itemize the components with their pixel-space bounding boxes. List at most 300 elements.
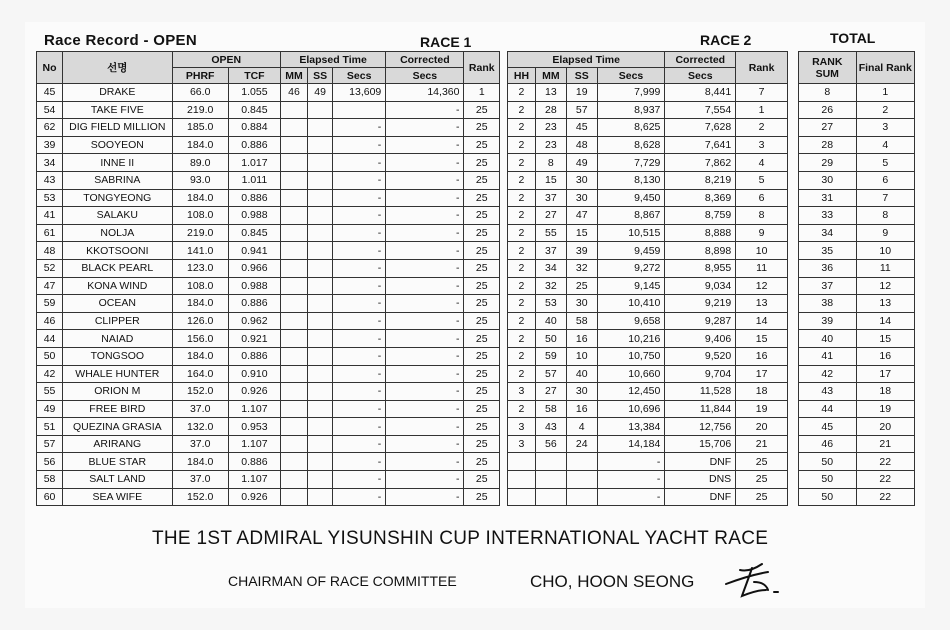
race1-mm bbox=[280, 383, 307, 401]
boat-no: 60 bbox=[37, 488, 63, 506]
race2-rank: 4 bbox=[736, 154, 788, 172]
race2-ss: 16 bbox=[566, 400, 597, 418]
race2-hh: 2 bbox=[508, 154, 536, 172]
race1-rank: 25 bbox=[464, 154, 500, 172]
race2-hh: 3 bbox=[508, 435, 536, 453]
boat-name: QUEZINA GRASIA bbox=[63, 418, 172, 436]
boat-no: 43 bbox=[37, 171, 63, 189]
race1-ss bbox=[308, 259, 333, 277]
race2-ss: 30 bbox=[566, 189, 597, 207]
race1-mm bbox=[280, 189, 307, 207]
race1-corrected: - bbox=[386, 136, 464, 154]
phrf-value: 93.0 bbox=[172, 171, 228, 189]
race2-corrected: DNF bbox=[665, 453, 736, 471]
race2-ss: 58 bbox=[566, 312, 597, 330]
phrf-value: 164.0 bbox=[172, 365, 228, 383]
table-row bbox=[508, 383, 788, 401]
race2-corrected: 8,759 bbox=[665, 207, 736, 225]
rank-sum: 40 bbox=[799, 330, 857, 348]
rank-sum: 45 bbox=[799, 418, 857, 436]
race2-label: RACE 2 bbox=[700, 32, 752, 48]
table-row bbox=[37, 101, 500, 119]
phrf-value: 89.0 bbox=[172, 154, 228, 172]
race1-secs: - bbox=[333, 189, 386, 207]
final-rank: 15 bbox=[856, 330, 914, 348]
table-row bbox=[508, 488, 788, 506]
phrf-value: 184.0 bbox=[172, 347, 228, 365]
col-r2-elapsed: Elapsed Time bbox=[508, 52, 665, 68]
col-r2-secs: Secs bbox=[597, 68, 665, 84]
rank-sum: 50 bbox=[799, 453, 857, 471]
boat-no: 52 bbox=[37, 259, 63, 277]
final-rank: 16 bbox=[856, 347, 914, 365]
col-rank-sum: RANK SUM bbox=[799, 52, 857, 84]
table-row bbox=[37, 277, 500, 295]
table-row bbox=[799, 471, 915, 489]
race2-table bbox=[507, 51, 788, 506]
table-row bbox=[508, 277, 788, 295]
race2-ss: 30 bbox=[566, 383, 597, 401]
race1-corrected: - bbox=[386, 365, 464, 383]
boat-no: 59 bbox=[37, 295, 63, 313]
phrf-value: 108.0 bbox=[172, 277, 228, 295]
boat-name: ORION M bbox=[63, 383, 172, 401]
race1-corrected: - bbox=[386, 277, 464, 295]
race1-corrected: - bbox=[386, 189, 464, 207]
race1-corrected: - bbox=[386, 154, 464, 172]
race1-corrected: - bbox=[386, 418, 464, 436]
tcf-value: 1.017 bbox=[228, 154, 280, 172]
rank-sum: 44 bbox=[799, 400, 857, 418]
final-rank: 7 bbox=[856, 189, 914, 207]
race2-rank: 7 bbox=[736, 84, 788, 102]
race2-hh: 2 bbox=[508, 312, 536, 330]
tcf-value: 0.845 bbox=[228, 224, 280, 242]
col-rank: Rank bbox=[464, 52, 500, 84]
race2-ss: 40 bbox=[566, 365, 597, 383]
race2-rank: 15 bbox=[736, 330, 788, 348]
race2-hh: 2 bbox=[508, 101, 536, 119]
boat-no: 56 bbox=[37, 453, 63, 471]
table-row bbox=[799, 84, 915, 102]
rank-sum: 36 bbox=[799, 259, 857, 277]
boat-no: 48 bbox=[37, 242, 63, 260]
race1-mm bbox=[280, 224, 307, 242]
race1-secs: - bbox=[333, 347, 386, 365]
race1-mm bbox=[280, 259, 307, 277]
race1-ss bbox=[308, 207, 333, 225]
race2-ss bbox=[566, 471, 597, 489]
race1-ss bbox=[308, 400, 333, 418]
boat-name: CLIPPER bbox=[63, 312, 172, 330]
rank-sum: 31 bbox=[799, 189, 857, 207]
race1-mm bbox=[280, 242, 307, 260]
race1-mm bbox=[280, 277, 307, 295]
race2-mm: 23 bbox=[535, 136, 566, 154]
final-rank: 4 bbox=[856, 136, 914, 154]
boat-name: BLUE STAR bbox=[63, 453, 172, 471]
rank-sum: 37 bbox=[799, 277, 857, 295]
final-rank: 10 bbox=[856, 242, 914, 260]
race1-corrected: - bbox=[386, 259, 464, 277]
race2-rank: 3 bbox=[736, 136, 788, 154]
race1-corrected: - bbox=[386, 400, 464, 418]
race2-ss: 30 bbox=[566, 295, 597, 313]
table-row bbox=[508, 259, 788, 277]
race1-secs: - bbox=[333, 435, 386, 453]
race2-rank: 18 bbox=[736, 383, 788, 401]
race1-rank: 25 bbox=[464, 347, 500, 365]
table-row bbox=[37, 84, 500, 102]
race2-ss bbox=[566, 453, 597, 471]
race1-ss bbox=[308, 418, 333, 436]
race1-ss bbox=[308, 471, 333, 489]
rank-sum: 27 bbox=[799, 119, 857, 137]
race1-mm bbox=[280, 136, 307, 154]
total-table bbox=[798, 51, 915, 506]
race2-corrected: 8,888 bbox=[665, 224, 736, 242]
table-row bbox=[37, 136, 500, 154]
col-tcf: TCF bbox=[228, 68, 280, 84]
race2-mm: 32 bbox=[535, 277, 566, 295]
final-rank: 6 bbox=[856, 171, 914, 189]
table-row bbox=[508, 435, 788, 453]
boat-name: KKOTSOONI bbox=[63, 242, 172, 260]
table-row bbox=[799, 365, 915, 383]
race2-ss bbox=[566, 488, 597, 506]
race1-secs: - bbox=[333, 453, 386, 471]
boat-no: 57 bbox=[37, 435, 63, 453]
race2-secs: 10,696 bbox=[597, 400, 665, 418]
rank-sum: 41 bbox=[799, 347, 857, 365]
race2-corrected: 8,898 bbox=[665, 242, 736, 260]
boat-name: NAIAD bbox=[63, 330, 172, 348]
race1-secs: 13,609 bbox=[333, 84, 386, 102]
race2-corrected: DNS bbox=[665, 471, 736, 489]
tcf-value: 1.055 bbox=[228, 84, 280, 102]
race2-corrected: 9,406 bbox=[665, 330, 736, 348]
table-row bbox=[37, 383, 500, 401]
boat-name: DIG FIELD MILLION bbox=[63, 119, 172, 137]
race1-rank: 25 bbox=[464, 171, 500, 189]
table-row bbox=[37, 435, 500, 453]
boat-name: TONGYEONG bbox=[63, 189, 172, 207]
race2-rank: 5 bbox=[736, 171, 788, 189]
boat-name: NOLJA bbox=[63, 224, 172, 242]
race2-rank: 1 bbox=[736, 101, 788, 119]
race1-secs: - bbox=[333, 224, 386, 242]
boat-no: 34 bbox=[37, 154, 63, 172]
boat-no: 45 bbox=[37, 84, 63, 102]
race2-secs: 9,459 bbox=[597, 242, 665, 260]
race2-mm: 37 bbox=[535, 242, 566, 260]
tcf-value: 0.886 bbox=[228, 136, 280, 154]
race2-secs: 9,145 bbox=[597, 277, 665, 295]
race2-corrected: 8,955 bbox=[665, 259, 736, 277]
race2-hh bbox=[508, 471, 536, 489]
tcf-value: 0.926 bbox=[228, 383, 280, 401]
boat-no: 44 bbox=[37, 330, 63, 348]
race1-secs: - bbox=[333, 259, 386, 277]
phrf-value: 152.0 bbox=[172, 488, 228, 506]
race2-secs: 7,999 bbox=[597, 84, 665, 102]
race2-hh: 3 bbox=[508, 383, 536, 401]
race1-mm bbox=[280, 488, 307, 506]
race2-hh: 2 bbox=[508, 365, 536, 383]
race1-ss bbox=[308, 119, 333, 137]
table-row bbox=[799, 488, 915, 506]
race2-hh bbox=[508, 488, 536, 506]
race1-rank: 25 bbox=[464, 418, 500, 436]
rank-sum: 33 bbox=[799, 207, 857, 225]
table-row bbox=[508, 400, 788, 418]
race2-secs: 14,184 bbox=[597, 435, 665, 453]
race2-hh: 2 bbox=[508, 347, 536, 365]
col-open: OPEN bbox=[172, 52, 280, 68]
final-rank: 12 bbox=[856, 277, 914, 295]
race1-rank: 25 bbox=[464, 400, 500, 418]
table-row bbox=[508, 207, 788, 225]
col-corrected: Corrected bbox=[386, 52, 464, 68]
race1-ss bbox=[308, 383, 333, 401]
race2-rank: 19 bbox=[736, 400, 788, 418]
race2-secs: - bbox=[597, 471, 665, 489]
table-row bbox=[799, 330, 915, 348]
table-row bbox=[508, 119, 788, 137]
table-row bbox=[37, 189, 500, 207]
final-rank: 14 bbox=[856, 312, 914, 330]
race2-ss: 16 bbox=[566, 330, 597, 348]
race2-rank: 16 bbox=[736, 347, 788, 365]
rank-sum: 50 bbox=[799, 488, 857, 506]
table-row bbox=[799, 171, 915, 189]
boat-no: 49 bbox=[37, 400, 63, 418]
table-row bbox=[508, 295, 788, 313]
race2-ss: 57 bbox=[566, 101, 597, 119]
boat-name: SABRINA bbox=[63, 171, 172, 189]
race1-rank: 25 bbox=[464, 224, 500, 242]
race1-ss bbox=[308, 365, 333, 383]
race1-ss bbox=[308, 347, 333, 365]
race1-label: RACE 1 bbox=[420, 34, 472, 50]
race2-mm: 50 bbox=[535, 330, 566, 348]
race1-rank: 25 bbox=[464, 295, 500, 313]
col-r2-hh: HH bbox=[508, 68, 536, 84]
boat-no: 61 bbox=[37, 224, 63, 242]
table-row bbox=[799, 383, 915, 401]
race2-secs: 8,937 bbox=[597, 101, 665, 119]
race2-corrected: 7,862 bbox=[665, 154, 736, 172]
rank-sum: 26 bbox=[799, 101, 857, 119]
race1-mm bbox=[280, 312, 307, 330]
phrf-value: 37.0 bbox=[172, 435, 228, 453]
race2-mm: 8 bbox=[535, 154, 566, 172]
race1-rank: 25 bbox=[464, 119, 500, 137]
col-elapsed: Elapsed Time bbox=[280, 52, 385, 68]
boat-name: OCEAN bbox=[63, 295, 172, 313]
phrf-value: 185.0 bbox=[172, 119, 228, 137]
col-r2-ss: SS bbox=[566, 68, 597, 84]
race2-secs: 9,272 bbox=[597, 259, 665, 277]
phrf-value: 108.0 bbox=[172, 207, 228, 225]
tcf-value: 1.107 bbox=[228, 471, 280, 489]
race2-secs: 10,410 bbox=[597, 295, 665, 313]
tcf-value: 0.941 bbox=[228, 242, 280, 260]
race2-hh: 3 bbox=[508, 418, 536, 436]
race1-rank: 25 bbox=[464, 242, 500, 260]
boat-no: 54 bbox=[37, 101, 63, 119]
race2-rank: 2 bbox=[736, 119, 788, 137]
table-row bbox=[799, 224, 915, 242]
race2-secs: 8,130 bbox=[597, 171, 665, 189]
boat-name: INNE II bbox=[63, 154, 172, 172]
race1-mm bbox=[280, 207, 307, 225]
phrf-value: 37.0 bbox=[172, 400, 228, 418]
race2-secs: - bbox=[597, 488, 665, 506]
table-row bbox=[799, 453, 915, 471]
race1-corrected: - bbox=[386, 119, 464, 137]
race1-rank: 25 bbox=[464, 259, 500, 277]
event-title: THE 1ST ADMIRAL YISUNSHIN CUP INTERNATIONAL YACHT RACE bbox=[152, 528, 769, 549]
race2-ss: 24 bbox=[566, 435, 597, 453]
race2-hh: 2 bbox=[508, 330, 536, 348]
final-rank: 21 bbox=[856, 435, 914, 453]
race2-mm: 37 bbox=[535, 189, 566, 207]
race1-ss: 49 bbox=[308, 84, 333, 102]
race1-ss bbox=[308, 189, 333, 207]
table-row bbox=[799, 154, 915, 172]
phrf-value: 126.0 bbox=[172, 312, 228, 330]
race1-mm bbox=[280, 101, 307, 119]
rank-sum: 42 bbox=[799, 365, 857, 383]
table-row bbox=[799, 207, 915, 225]
race1-mm: 46 bbox=[280, 84, 307, 102]
race1-rank: 25 bbox=[464, 383, 500, 401]
tcf-value: 0.886 bbox=[228, 295, 280, 313]
table-row bbox=[508, 453, 788, 471]
race1-corrected: - bbox=[386, 171, 464, 189]
race2-rank: 20 bbox=[736, 418, 788, 436]
tcf-value: 1.107 bbox=[228, 400, 280, 418]
race2-hh bbox=[508, 453, 536, 471]
race1-ss bbox=[308, 136, 333, 154]
tcf-value: 0.845 bbox=[228, 101, 280, 119]
race2-hh: 2 bbox=[508, 136, 536, 154]
table-row bbox=[799, 189, 915, 207]
final-rank: 19 bbox=[856, 400, 914, 418]
race2-secs: 9,450 bbox=[597, 189, 665, 207]
race1-mm bbox=[280, 119, 307, 137]
table-row bbox=[37, 119, 500, 137]
phrf-value: 66.0 bbox=[172, 84, 228, 102]
table-row bbox=[799, 259, 915, 277]
race2-ss: 30 bbox=[566, 171, 597, 189]
table-row bbox=[37, 400, 500, 418]
race2-secs: 13,384 bbox=[597, 418, 665, 436]
race2-rank: 11 bbox=[736, 259, 788, 277]
race2-hh: 2 bbox=[508, 400, 536, 418]
race2-mm: 27 bbox=[535, 207, 566, 225]
race1-secs: - bbox=[333, 418, 386, 436]
race2-secs: 8,628 bbox=[597, 136, 665, 154]
race1-secs: - bbox=[333, 242, 386, 260]
race2-mm bbox=[535, 488, 566, 506]
final-rank: 3 bbox=[856, 119, 914, 137]
race2-ss: 4 bbox=[566, 418, 597, 436]
table-row bbox=[508, 224, 788, 242]
boat-name: FREE BIRD bbox=[63, 400, 172, 418]
race2-secs: - bbox=[597, 453, 665, 471]
race1-secs: - bbox=[333, 383, 386, 401]
race1-ss bbox=[308, 330, 333, 348]
race1-secs: - bbox=[333, 365, 386, 383]
race2-mm: 15 bbox=[535, 171, 566, 189]
race2-rank: 9 bbox=[736, 224, 788, 242]
race1-rank: 25 bbox=[464, 101, 500, 119]
race1-rank: 25 bbox=[464, 471, 500, 489]
race1-rank: 25 bbox=[464, 330, 500, 348]
boat-name: WHALE HUNTER bbox=[63, 365, 172, 383]
race2-secs: 8,625 bbox=[597, 119, 665, 137]
race2-rank: 10 bbox=[736, 242, 788, 260]
final-rank: 22 bbox=[856, 471, 914, 489]
race2-corrected: 15,706 bbox=[665, 435, 736, 453]
race1-ss bbox=[308, 295, 333, 313]
race2-mm: 43 bbox=[535, 418, 566, 436]
table-row bbox=[508, 171, 788, 189]
tcf-value: 0.921 bbox=[228, 330, 280, 348]
race2-hh: 2 bbox=[508, 84, 536, 102]
race1-secs: - bbox=[333, 471, 386, 489]
race1-secs: - bbox=[333, 119, 386, 137]
race2-secs: 10,216 bbox=[597, 330, 665, 348]
col-ss: SS bbox=[308, 68, 333, 84]
table-row bbox=[799, 295, 915, 313]
rank-sum: 29 bbox=[799, 154, 857, 172]
boat-name: SOOYEON bbox=[63, 136, 172, 154]
race1-secs bbox=[333, 101, 386, 119]
race2-corrected: 9,287 bbox=[665, 312, 736, 330]
race1-secs: - bbox=[333, 207, 386, 225]
race2-rank: 12 bbox=[736, 277, 788, 295]
page-title: Race Record - OPEN bbox=[44, 32, 197, 49]
race1-corrected: - bbox=[386, 224, 464, 242]
table-row bbox=[799, 242, 915, 260]
race2-rank: 17 bbox=[736, 365, 788, 383]
race1-ss bbox=[308, 453, 333, 471]
race2-corrected: 7,641 bbox=[665, 136, 736, 154]
race2-mm: 53 bbox=[535, 295, 566, 313]
race1-mm bbox=[280, 347, 307, 365]
race2-mm: 58 bbox=[535, 400, 566, 418]
race1-secs: - bbox=[333, 295, 386, 313]
table-row bbox=[799, 101, 915, 119]
race1-corrected: - bbox=[386, 295, 464, 313]
race2-mm: 56 bbox=[535, 435, 566, 453]
race2-corrected: 9,704 bbox=[665, 365, 736, 383]
phrf-value: 37.0 bbox=[172, 471, 228, 489]
race1-corrected: - bbox=[386, 453, 464, 471]
boat-no: 51 bbox=[37, 418, 63, 436]
boat-no: 42 bbox=[37, 365, 63, 383]
race1-rank: 25 bbox=[464, 312, 500, 330]
final-rank: 11 bbox=[856, 259, 914, 277]
race2-hh: 2 bbox=[508, 207, 536, 225]
race1-ss bbox=[308, 242, 333, 260]
race2-corrected: 9,219 bbox=[665, 295, 736, 313]
rank-sum: 28 bbox=[799, 136, 857, 154]
table-row bbox=[799, 136, 915, 154]
